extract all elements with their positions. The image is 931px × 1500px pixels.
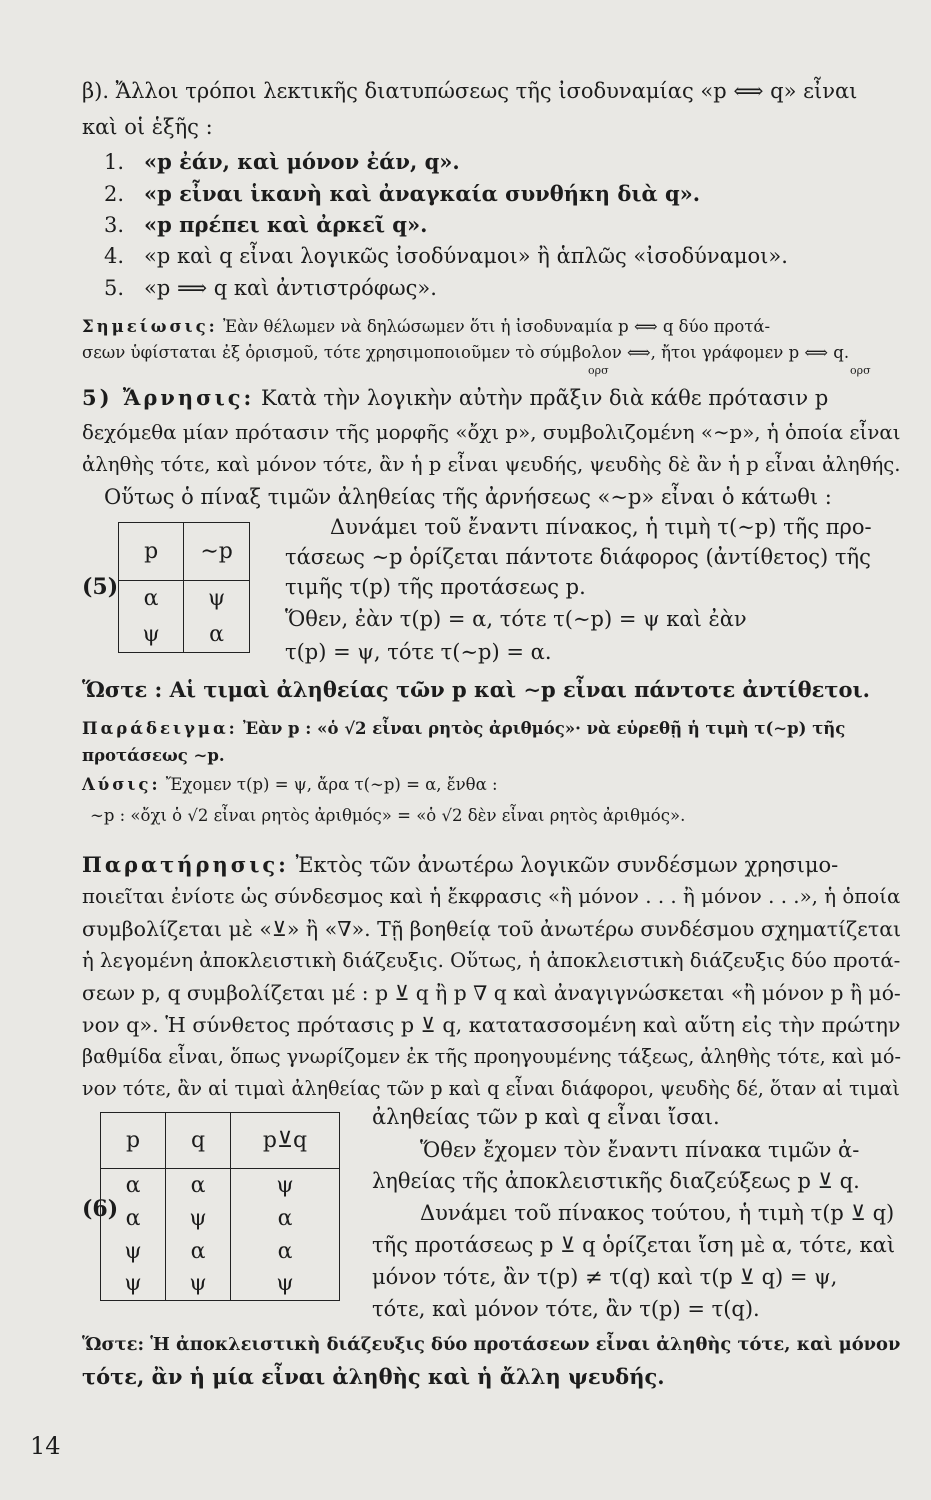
negation-side-3: τιμῆς τ(p) τῆς προτάσεως p. (285, 575, 586, 599)
table-cell: α (101, 1202, 166, 1235)
note-subscript-1: ορσ (588, 364, 609, 377)
remark-side-1: ἀληθείας τῶν p καὶ q εἶναι ἴσαι. (372, 1105, 720, 1129)
table6-label: (6) (82, 1196, 119, 1222)
remark-line4: ἡ λεγομένη ἀποκλειστικὴ διάζευξις. Οὕτως, ἡ ἀποκλειστικὴ διάζευξις δύο προτά- (82, 949, 901, 972)
table-header: q (166, 1113, 231, 1169)
table-header: p (101, 1113, 166, 1169)
remark-side-5: τῆς προτάσεως p ⊻ q ὁρίζεται ἴση μὲ α, τότε, καὶ (372, 1233, 896, 1257)
table-cell: α (119, 581, 184, 617)
remark-line1: Παρατήρησις: Ἐκτὸς τῶν ἀνωτέρω λογικῶν συνδέσμων χρησιμο- (82, 852, 839, 877)
table-cell: α (166, 1235, 231, 1268)
remark-line3: συμβολίζεται μὲ «⊻» ἢ «∇». Τῇ βοηθείᾳ τοῦ ἀνωτέρω συνδέσμου σχηματίζεται (82, 917, 902, 941)
remark-side-3: ληθείας τῆς ἀποκλειστικῆς διαζεύξεως p ⊻ q. (372, 1169, 860, 1193)
table-cell: α (101, 1169, 166, 1202)
table-cell: α (231, 1202, 340, 1235)
table5-label: (5) (82, 574, 119, 600)
table-cell: ψ (231, 1169, 340, 1202)
page-number: 14 (30, 1432, 61, 1460)
remark-line6: νον q». Ἡ σύνθετος πρότασις p ⊻ q, κατατασσομένη καὶ αὕτη εἰς τὴν πρώτην (82, 1013, 901, 1037)
negation-side-5: τ(p) = ψ, τότε τ(∼p) = α. (285, 640, 552, 664)
table-cell: ψ (184, 581, 250, 617)
table-cell: ψ (101, 1268, 166, 1301)
table-cell: ψ (231, 1268, 340, 1301)
negation-side-2: τάσεως ∼p ὁρίζεται πάντοτε διάφορος (ἀντίθετος) τῆς (285, 545, 871, 569)
remark-side-2: Ὅθεν ἔχομεν τὸν ἔναντι πίνακα τιμῶν ἀ- (420, 1138, 860, 1162)
table-cell: ψ (119, 617, 184, 653)
note-line2: σεων ὑφίσταται ἐξ ὁρισμοῦ, τότε χρησιμοποιοῦμεν τὸ σύμβολον ⟺, ἤτοι γράφομεν p ⟺ q. (82, 343, 850, 362)
remark-side-4: Δυνάμει τοῦ πίνακος τούτου, ἡ τιμὴ τ(p ⊻ q) (420, 1201, 895, 1225)
list-item: 1. «p ἐάν, καὶ μόνον ἐάν, q». (104, 149, 460, 174)
table-cell: α (231, 1235, 340, 1268)
table-header: ∼p (184, 523, 250, 581)
solution-line1: Λύσις: Ἔχομεν τ(p) = ψ, ἄρα τ(∼p) = α, ἔνθα : (82, 775, 498, 794)
table-cell: ψ (101, 1235, 166, 1268)
solution-line2: ∼p : «ὄχι ὁ √2 εἶναι ρητὸς ἀριθμός» = «ὁ √2 δὲν εἶναι ρητὸς ἀριθμός». (90, 806, 686, 825)
negation-line3: ἀληθὴς τότε, καὶ μόνον τότε, ἂν ἡ p εἶναι ψευδής, ψευδὴς δὲ ἂν ἡ p εἶναι ἀληθής. (82, 453, 901, 476)
remark-line7: βαθμίδα εἶναι, ὅπως γνωρίζομεν ἐκ τῆς προηγουμένης τάξεως, ἀληθὴς τότε, καὶ μό- (82, 1045, 901, 1068)
example-line2: προτάσεως ∼p. (82, 746, 225, 765)
negation-line4: Οὕτως ὁ πίναξ τιμῶν ἀληθείας τῆς ἀρνήσεως «∼p» εἶναι ὁ κάτωθι : (104, 485, 832, 509)
remark-line8: νον τότε, ἂν αἱ τιμαὶ ἀληθείας τῶν p καὶ q εἶναι διάφοροι, ψευδὴς δέ, ὅταν αἱ τιμαὶ (82, 1077, 900, 1100)
table-header: p⊻q (231, 1113, 340, 1169)
remark-line5: σεων p, q συμβολίζεται μέ : p ⊻ q ἢ p ∇ q καὶ ἀναγιγνώσκεται «ἢ μόνον p ἢ μό- (82, 981, 901, 1005)
table-cell: α (166, 1169, 231, 1202)
truth-table-negation (118, 522, 250, 653)
negation-conclusion: Ὥστε : Αἱ τιμαὶ ἀληθείας τῶν p καὶ ∼p εἶναι πάντοτε ἀντίθετοι. (82, 677, 870, 702)
list-item: 5. «p ⟹ q καὶ ἀντιστρόφως». (104, 276, 437, 300)
note-subscript-2: ορσ (850, 364, 871, 377)
negation-side-1: Δυνάμει τοῦ ἔναντι πίνακος, ἡ τιμὴ τ(∼p) τῆς προ- (330, 515, 872, 539)
table-cell: ψ (166, 1202, 231, 1235)
note-line1: Σημείωσις: Ἐὰν θέλωμεν νὰ δηλώσωμεν ὅτι ἡ ἰσοδυναμία p ⟺ q δύο προτά- (82, 317, 771, 336)
section-b-line1: β). Ἄλλοι τρόποι λεκτικῆς διατυπώσεως τῆς ἰσοδυναμίας «p ⟺ q» εἶναι (82, 79, 858, 103)
negation-side-4: Ὅθεν, ἐὰν τ(p) = α, τότε τ(∼p) = ψ καὶ ἐὰν (285, 607, 747, 631)
remark-side-6: μόνον τότε, ἂν τ(p) ≠ τ(q) καὶ τ(p ⊻ q) = ψ, (372, 1265, 838, 1289)
example-line1: Παράδειγμα: Ἐὰν p : «ὁ √2 εἶναι ρητὸς ἀριθμός»· νὰ εὑρεθῇ ἡ τιμὴ τ(∼p) τῆς (82, 719, 846, 738)
remark-conclusion1: Ὥστε: Ἡ ἀποκλειστικὴ διάζευξις δύο προτάσεων εἶναι ἀληθὴς τότε, καὶ μόνον (82, 1334, 901, 1355)
list-item: 3. «p πρέπει καὶ ἀρκεῖ q». (104, 212, 428, 237)
section-b-line2: καὶ οἱ ἑξῆς : (82, 115, 213, 139)
table-cell: ψ (166, 1268, 231, 1301)
remark-side-7: τότε, καὶ μόνον τότε, ἂν τ(p) = τ(q). (372, 1297, 760, 1321)
remark-line2: ποιεῖται ἐνίοτε ὡς σύνδεσμος καὶ ἡ ἔκφρασις «ἢ μόνον . . . ἢ μόνον . . .», ἡ ὁποία (82, 885, 901, 908)
list-item: 2. «p εἶναι ἱκανὴ καὶ ἀναγκαία συνθήκη διὰ q». (104, 181, 701, 206)
negation-line1: 5) Ἄρνησις: Κατὰ τὴν λογικὴν αὐτὴν πρᾶξιν διὰ κάθε πρότασιν p (82, 385, 829, 410)
truth-table-exclusive-disjunction (100, 1112, 340, 1301)
table-header: p (119, 523, 184, 581)
table-cell: α (184, 617, 250, 653)
remark-conclusion2: τότε, ἂν ἡ μία εἶναι ἀληθὴς καὶ ἡ ἄλλη ψευδής. (82, 1364, 665, 1389)
negation-line2: δεχόμεθα μίαν πρότασιν τῆς μορφῆς «ὄχι p», συμβολιζομένη «∼p», ἡ ὁποία εἶναι (82, 421, 901, 444)
list-item: 4. «p καὶ q εἶναι λογικῶς ἰσοδύναμοι» ἢ ἁπλῶς «ἰσοδύναμοι». (104, 244, 788, 268)
